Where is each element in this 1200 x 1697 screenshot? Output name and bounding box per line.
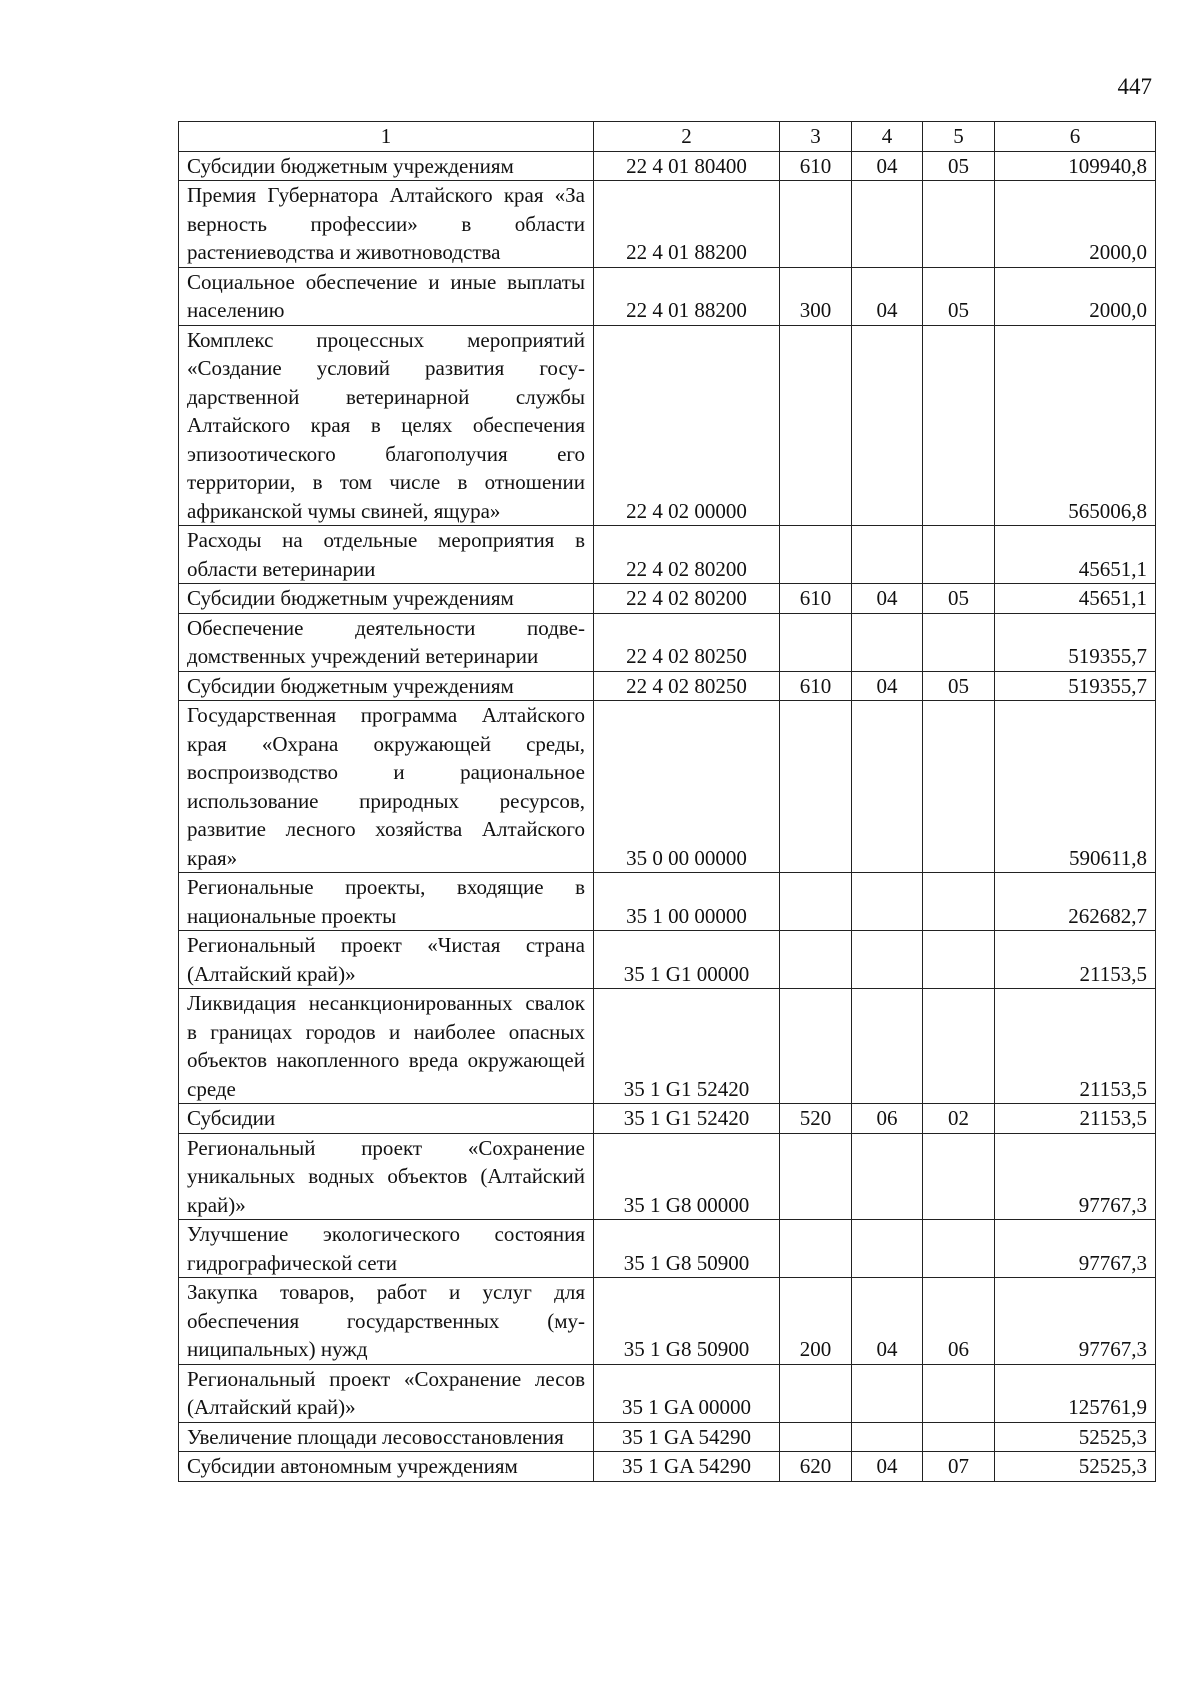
expense-type-cell: 610 xyxy=(780,584,852,614)
subsection-cell xyxy=(923,701,995,873)
amount-cell: 21153,5 xyxy=(995,1104,1156,1134)
subsection-cell xyxy=(923,873,995,931)
table-row xyxy=(179,526,1156,584)
subsection-cell xyxy=(923,181,995,268)
expenditure-name-cell: Региональные проекты, входящие в национальные проекты xyxy=(179,873,594,931)
table-row xyxy=(179,1364,1156,1422)
subsection-cell: 02 xyxy=(923,1104,995,1134)
section-cell: 04 xyxy=(852,267,923,325)
expense-type-cell: 200 xyxy=(780,1278,852,1365)
column-header-1: 1 xyxy=(179,122,594,152)
amount-cell: 565006,8 xyxy=(995,325,1156,526)
subsection-cell: 07 xyxy=(923,1452,995,1482)
section-cell xyxy=(852,613,923,671)
amount-cell: 519355,7 xyxy=(995,613,1156,671)
section-cell: 06 xyxy=(852,1104,923,1134)
section-cell: 04 xyxy=(852,151,923,181)
target-code-cell: 35 1 GA 54290 xyxy=(594,1452,780,1482)
target-code-cell: 22 4 02 80250 xyxy=(594,613,780,671)
expenditure-name-cell: Субсидии автономным учреждениям xyxy=(179,1452,594,1482)
section-cell: 04 xyxy=(852,584,923,614)
subsection-cell xyxy=(923,1364,995,1422)
target-code-cell: 22 4 02 80250 xyxy=(594,671,780,701)
amount-cell: 2000,0 xyxy=(995,181,1156,268)
target-code-cell: 35 1 GA 00000 xyxy=(594,1364,780,1422)
amount-cell: 2000,0 xyxy=(995,267,1156,325)
expense-type-cell xyxy=(780,701,852,873)
expenditure-name-cell: Региональный проект «Сохранение уникальных водных объектов (Алтайский край)» xyxy=(179,1133,594,1220)
column-header-4: 4 xyxy=(852,122,923,152)
table-row xyxy=(179,671,1156,701)
table-row xyxy=(179,151,1156,181)
column-header-3: 3 xyxy=(780,122,852,152)
table-row xyxy=(179,325,1156,526)
expense-type-cell xyxy=(780,181,852,268)
subsection-cell xyxy=(923,613,995,671)
amount-cell: 45651,1 xyxy=(995,584,1156,614)
table-row xyxy=(179,1278,1156,1365)
expense-type-cell: 610 xyxy=(780,671,852,701)
subsection-cell: 05 xyxy=(923,671,995,701)
amount-cell: 97767,3 xyxy=(995,1278,1156,1365)
amount-cell: 52525,3 xyxy=(995,1422,1156,1452)
expense-type-cell: 610 xyxy=(780,151,852,181)
section-cell xyxy=(852,989,923,1104)
subsection-cell xyxy=(923,325,995,526)
target-code-cell: 35 1 00 00000 xyxy=(594,873,780,931)
target-code-cell: 22 4 02 80200 xyxy=(594,584,780,614)
expenditure-name-cell: Социальное обеспечение и иные выплаты населению xyxy=(179,267,594,325)
table-row xyxy=(179,873,1156,931)
section-cell xyxy=(852,1133,923,1220)
expense-type-cell xyxy=(780,613,852,671)
target-code-cell: 35 1 G8 50900 xyxy=(594,1278,780,1365)
expenditure-name-cell: Расходы на отдельные мероприятия в области ветеринарии xyxy=(179,526,594,584)
amount-cell: 21153,5 xyxy=(995,989,1156,1104)
section-cell: 04 xyxy=(852,671,923,701)
expense-type-cell xyxy=(780,1364,852,1422)
expenditure-name-cell: Субсидии бюджетным учреждениям xyxy=(179,151,594,181)
expenditure-name-cell: Закупка товаров, работ и услуг для обеспечения государственных (муниципальных) нужд xyxy=(179,1278,594,1365)
section-cell: 04 xyxy=(852,1278,923,1365)
target-code-cell: 35 0 00 00000 xyxy=(594,701,780,873)
column-header-2: 2 xyxy=(594,122,780,152)
target-code-cell: 22 4 01 88200 xyxy=(594,181,780,268)
expense-type-cell xyxy=(780,1133,852,1220)
amount-cell: 52525,3 xyxy=(995,1452,1156,1482)
budget-table xyxy=(178,121,1156,1482)
section-cell: 04 xyxy=(852,1452,923,1482)
subsection-cell: 05 xyxy=(923,584,995,614)
column-header-6: 6 xyxy=(995,122,1156,152)
target-code-cell: 22 4 02 80200 xyxy=(594,526,780,584)
section-cell xyxy=(852,1364,923,1422)
table-row xyxy=(179,931,1156,989)
table-row xyxy=(179,701,1156,873)
subsection-cell: 05 xyxy=(923,267,995,325)
section-cell xyxy=(852,1220,923,1278)
target-code-cell: 35 1 G1 52420 xyxy=(594,1104,780,1134)
amount-cell: 97767,3 xyxy=(995,1133,1156,1220)
amount-cell: 45651,1 xyxy=(995,526,1156,584)
expenditure-name-cell: Обеспечение деятельности подведомственных учреждений ветеринарии xyxy=(179,613,594,671)
target-code-cell: 22 4 02 00000 xyxy=(594,325,780,526)
subsection-cell xyxy=(923,989,995,1104)
section-cell xyxy=(852,325,923,526)
target-code-cell: 35 1 G1 52420 xyxy=(594,989,780,1104)
table-row xyxy=(179,181,1156,268)
expense-type-cell: 620 xyxy=(780,1452,852,1482)
expenditure-name-cell: Субсидии бюджетным учреждениям xyxy=(179,671,594,701)
target-code-cell: 35 1 G1 00000 xyxy=(594,931,780,989)
table-row xyxy=(179,613,1156,671)
expenditure-name-cell: Ликвидация несанкционированных свалок в границах городов и наиболее опасных объектов накопленного вреда окружающей среде xyxy=(179,989,594,1104)
subsection-cell xyxy=(923,1133,995,1220)
expenditure-name-cell: Государственная программа Алтайского края «Охрана окружающей среды, воспроизводство и рациональное использование природных ресурсов, развитие лесного хозяйства Алтайского края» xyxy=(179,701,594,873)
subsection-cell xyxy=(923,1422,995,1452)
table-row xyxy=(179,267,1156,325)
table-row xyxy=(179,1104,1156,1134)
amount-cell: 109940,8 xyxy=(995,151,1156,181)
expense-type-cell xyxy=(780,1422,852,1452)
target-code-cell: 35 1 GA 54290 xyxy=(594,1422,780,1452)
expenditure-name-cell: Комплекс процессных мероприятий «Создание условий развития государственной ветеринарной службы Алтайского края в целях обеспечения эпизоотического благополучия его территории, в том числе в отношении африканской чумы свиней, ящура» xyxy=(179,325,594,526)
expense-type-cell xyxy=(780,873,852,931)
expense-type-cell xyxy=(780,1220,852,1278)
table-row xyxy=(179,1422,1156,1452)
header-row xyxy=(179,122,1156,152)
expenditure-name-cell: Региональный проект «Сохранение лесов (Алтайский край)» xyxy=(179,1364,594,1422)
expense-type-cell xyxy=(780,989,852,1104)
amount-cell: 21153,5 xyxy=(995,931,1156,989)
expense-type-cell: 520 xyxy=(780,1104,852,1134)
table-row xyxy=(179,584,1156,614)
expense-type-cell: 300 xyxy=(780,267,852,325)
table-row xyxy=(179,989,1156,1104)
target-code-cell: 35 1 G8 00000 xyxy=(594,1133,780,1220)
section-cell xyxy=(852,181,923,268)
expense-type-cell xyxy=(780,526,852,584)
expenditure-name-cell: Субсидии бюджетным учреждениям xyxy=(179,584,594,614)
table-row xyxy=(179,1133,1156,1220)
table-row xyxy=(179,1220,1156,1278)
section-cell xyxy=(852,931,923,989)
target-code-cell: 35 1 G8 50900 xyxy=(594,1220,780,1278)
section-cell xyxy=(852,1422,923,1452)
target-code-cell: 22 4 01 80400 xyxy=(594,151,780,181)
subsection-cell xyxy=(923,931,995,989)
amount-cell: 262682,7 xyxy=(995,873,1156,931)
amount-cell: 519355,7 xyxy=(995,671,1156,701)
section-cell xyxy=(852,526,923,584)
target-code-cell: 22 4 01 88200 xyxy=(594,267,780,325)
expenditure-name-cell: Субсидии xyxy=(179,1104,594,1134)
expenditure-name-cell: Увеличение площади лесовосстановления xyxy=(179,1422,594,1452)
page-number: 447 xyxy=(1117,74,1152,99)
expenditure-name-cell: Премия Губернатора Алтайского края «За верность профессии» в области растениеводства и животноводства xyxy=(179,181,594,268)
expenditure-name-cell: Региональный проект «Чистая страна (Алтайский край)» xyxy=(179,931,594,989)
column-header-5: 5 xyxy=(923,122,995,152)
amount-cell: 97767,3 xyxy=(995,1220,1156,1278)
subsection-cell: 05 xyxy=(923,151,995,181)
expenditure-name-cell: Улучшение экологического состояния гидрографической сети xyxy=(179,1220,594,1278)
expense-type-cell xyxy=(780,325,852,526)
section-cell xyxy=(852,701,923,873)
table-header xyxy=(179,122,1156,152)
table-row xyxy=(179,1452,1156,1482)
amount-cell: 125761,9 xyxy=(995,1364,1156,1422)
table-body xyxy=(179,151,1156,1481)
expense-type-cell xyxy=(780,931,852,989)
subsection-cell xyxy=(923,1220,995,1278)
section-cell xyxy=(852,873,923,931)
amount-cell: 590611,8 xyxy=(995,701,1156,873)
subsection-cell: 06 xyxy=(923,1278,995,1365)
subsection-cell xyxy=(923,526,995,584)
